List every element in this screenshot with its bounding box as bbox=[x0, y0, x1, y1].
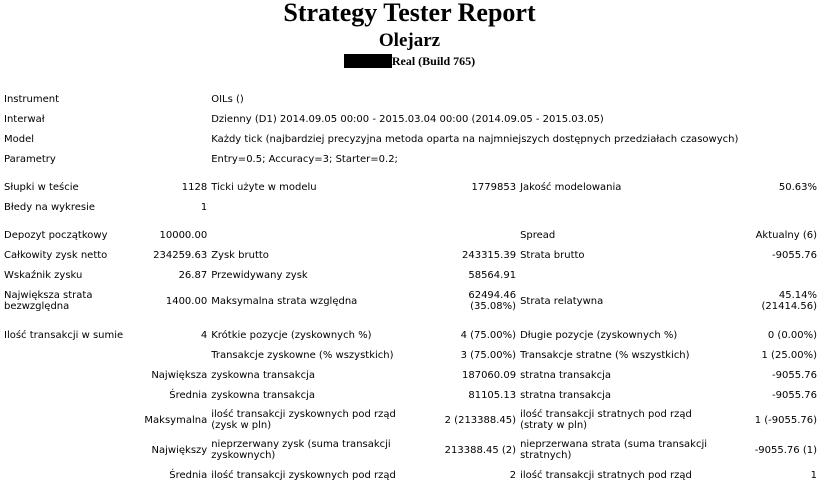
max-profit-loss-label: nieprzerwana strata (suma transakcji stratnych) bbox=[520, 439, 708, 461]
interval-row bbox=[2, 109, 819, 129]
max-consecutive-label: Maksymalna bbox=[144, 414, 208, 426]
payoff-value: 58564.91 bbox=[468, 269, 517, 281]
largest-win-label: zyskowna transakcja bbox=[211, 369, 315, 381]
interval-label: Interwał bbox=[4, 113, 45, 125]
deposit-value: 10000.00 bbox=[159, 229, 208, 241]
spread-label: Spread bbox=[520, 229, 556, 241]
max-consecutive-loss-value: 1 (-9055.76) bbox=[754, 414, 817, 426]
bars-label: Słupki w teście bbox=[4, 181, 79, 193]
deposit-row bbox=[2, 225, 819, 245]
deposit-label: Depozyt początkowy bbox=[4, 229, 108, 241]
short-positions-value: 4 (75.00%) bbox=[460, 329, 517, 341]
profit-factor-value: 26.87 bbox=[178, 269, 208, 281]
average-consecutive-loss-value: 1 bbox=[810, 469, 817, 481]
relative-drawdown-percent: 45.14% bbox=[778, 290, 817, 301]
gross-profit-label: Zysk brutto bbox=[211, 249, 269, 261]
average-win-label: zyskowna transakcja bbox=[211, 389, 315, 401]
total-trades-row bbox=[2, 325, 819, 345]
profit-factor-row bbox=[2, 265, 819, 285]
max-profit-label: Największy bbox=[151, 444, 208, 456]
gross-loss-label: Strata brutto bbox=[520, 249, 585, 261]
max-consecutive-loss-label: ilość transakcji stratnych pod rząd (straty w pln) bbox=[520, 409, 692, 431]
max-drawdown-value bbox=[424, 285, 518, 317]
instrument-value: OILs () bbox=[211, 93, 244, 105]
params-row bbox=[2, 149, 819, 169]
largest-label: Największa bbox=[151, 369, 208, 381]
average-consecutive-label: Średnia bbox=[169, 469, 208, 481]
params-value: Entry=0.5; Accuracy=3; Starter=0.2; bbox=[211, 153, 398, 165]
bars-value: 1128 bbox=[181, 181, 208, 193]
max-consecutive-win-label: ilość transakcji zyskownych pod rząd (zysk w pln) bbox=[211, 409, 396, 431]
average-label: Średnia bbox=[169, 389, 208, 401]
average-consecutive-row bbox=[2, 465, 819, 485]
gross-profit-value: 243315.39 bbox=[461, 249, 517, 261]
total-trades-value: 4 bbox=[200, 329, 208, 341]
win-loss-row bbox=[2, 345, 819, 365]
max-profit-row bbox=[2, 435, 819, 465]
largest-row bbox=[2, 365, 819, 385]
relative-drawdown-amount: (21414.56) bbox=[761, 301, 817, 312]
max-drawdown-percent: (35.08%) bbox=[470, 301, 517, 312]
build-label: Real (Build 765) bbox=[391, 54, 476, 68]
net-profit-label: Całkowity zysk netto bbox=[4, 249, 108, 261]
relative-drawdown-label: Strata relatywna bbox=[520, 295, 604, 307]
max-profit-win-value: 213388.45 (2) bbox=[444, 444, 517, 456]
report-table bbox=[2, 89, 819, 485]
relative-drawdown-value bbox=[721, 285, 819, 317]
gross-loss-value: -9055.76 bbox=[772, 249, 817, 261]
payoff-label: Przewidywany zysk bbox=[211, 269, 308, 281]
instrument-row bbox=[2, 89, 819, 109]
max-drawdown-label: Maksymalna strata względna bbox=[211, 295, 358, 307]
interval-value: Dzienny (D1) 2014.09.05 00:00 - 2015.03.04 00:00 (2014.09.05 - 2015.03.05) bbox=[211, 113, 604, 125]
total-trades-label: Ilość transakcji w sumie bbox=[4, 329, 124, 341]
model-row bbox=[2, 129, 819, 149]
net-profit-row bbox=[2, 245, 819, 265]
average-consecutive-loss-label: ilość transakcji stratnych pod rząd bbox=[520, 469, 692, 481]
largest-win-value: 187060.09 bbox=[461, 369, 517, 381]
losing-trades-value: 1 (25.00%) bbox=[761, 349, 817, 361]
bars-row bbox=[2, 177, 819, 197]
absolute-drawdown-label: Największa strata bezwzględna bbox=[4, 290, 93, 312]
drawdown-row bbox=[2, 285, 819, 317]
average-consecutive-win-label: ilość transakcji zyskownych pod rząd bbox=[211, 469, 396, 481]
model-value: Każdy tick (najbardziej precyzyjna metoda oparta na najmniejszych dostępnych przedziałach czasowych) bbox=[211, 133, 739, 145]
winning-trades-value: 3 (75.00%) bbox=[460, 349, 517, 361]
params-label: Parametry bbox=[4, 153, 56, 165]
model-label: Model bbox=[4, 133, 35, 145]
spread-value: Aktualny (6) bbox=[755, 229, 817, 241]
largest-loss-value: -9055.76 bbox=[772, 369, 817, 381]
winning-trades-label: Transakcje zyskowne (% wszystkich) bbox=[211, 349, 394, 361]
average-consecutive-win-value: 2 bbox=[509, 469, 517, 481]
max-consecutive-win-value: 2 (213388.45) bbox=[444, 414, 517, 426]
errors-value: 1 bbox=[200, 201, 208, 213]
average-row bbox=[2, 385, 819, 405]
instrument-label: Instrument bbox=[4, 93, 60, 105]
average-loss-label: stratna transakcja bbox=[520, 389, 612, 401]
average-loss-value: -9055.76 bbox=[772, 389, 817, 401]
profit-factor-label: Wskaźnik zysku bbox=[4, 269, 83, 281]
long-positions-value: 0 (0.00%) bbox=[767, 329, 817, 341]
max-consecutive-row bbox=[2, 405, 819, 435]
max-profit-loss-value: -9055.76 (1) bbox=[754, 444, 817, 456]
long-positions-label: Długie pozycje (zyskownych %) bbox=[520, 329, 678, 341]
short-positions-label: Krótkie pozycje (zyskownych %) bbox=[211, 329, 372, 341]
build-info bbox=[0, 54, 819, 69]
report-title: Strategy Tester Report bbox=[283, 0, 536, 27]
ticks-value: 1779853 bbox=[471, 181, 517, 193]
net-profit-value: 234259.63 bbox=[153, 249, 208, 261]
quality-value: 50.63% bbox=[778, 181, 817, 193]
average-win-value: 81105.13 bbox=[468, 389, 517, 401]
absolute-drawdown-value: 1400.00 bbox=[165, 295, 208, 307]
errors-row bbox=[2, 197, 819, 217]
max-drawdown-amount: 62494.46 bbox=[468, 290, 517, 301]
ticks-label: Ticki użyte w modelu bbox=[211, 181, 317, 193]
redacted-block bbox=[344, 54, 392, 68]
losing-trades-label: Transakcje stratne (% wszystkich) bbox=[520, 349, 690, 361]
quality-label: Jakość modelowania bbox=[520, 181, 622, 193]
largest-loss-label: stratna transakcja bbox=[520, 369, 612, 381]
errors-label: Błedy na wykresie bbox=[4, 201, 96, 213]
max-profit-win-label: nieprzerwany zysk (suma transakcji zyskownych) bbox=[211, 439, 391, 461]
account-name: Olejarz bbox=[378, 30, 441, 51]
